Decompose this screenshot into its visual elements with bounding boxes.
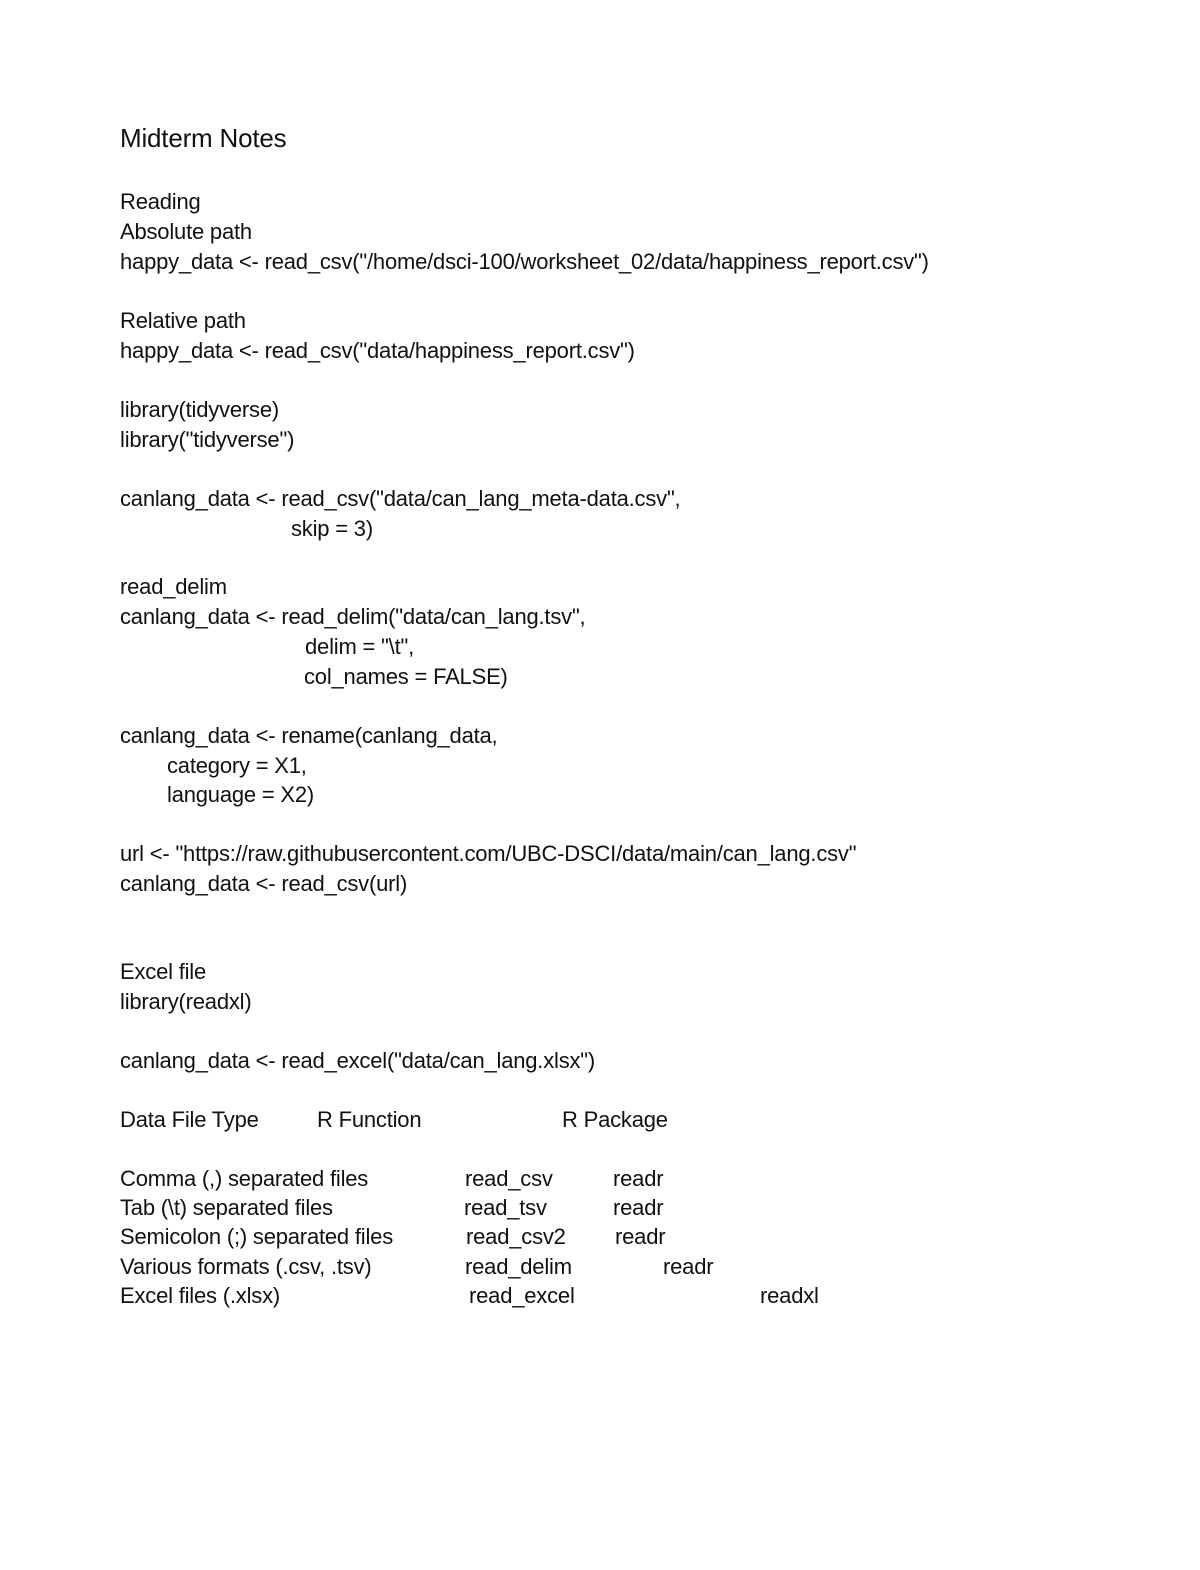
table-cell-function: read_csv2 bbox=[466, 1224, 566, 1249]
table-cell-function: read_delim bbox=[465, 1254, 572, 1279]
section-heading-read-delim: read_delim bbox=[120, 574, 227, 599]
delim-code-line-1: canlang_data <- read_delim("data/can_lang.tsv", bbox=[120, 604, 586, 629]
excel-library-line: library(readxl) bbox=[120, 989, 252, 1014]
rename-code-line-2: category = X1, bbox=[167, 753, 307, 778]
section-heading-reading: Reading bbox=[120, 189, 201, 214]
table-cell-file-type: Tab (\t) separated files bbox=[120, 1195, 333, 1220]
url-code-line-2: canlang_data <- read_csv(url) bbox=[120, 871, 408, 896]
table-cell-package: readxl bbox=[760, 1283, 819, 1308]
delim-code-line-2: delim = "\t", bbox=[305, 634, 415, 659]
table-cell-file-type: Comma (,) separated files bbox=[120, 1166, 369, 1191]
table-cell-package: readr bbox=[615, 1224, 666, 1249]
rename-code-line-3: language = X2) bbox=[167, 782, 315, 807]
table-cell-file-type: Various formats (.csv, .tsv) bbox=[120, 1254, 372, 1279]
table-header-file-type: Data File Type bbox=[120, 1107, 259, 1132]
excel-code-line: canlang_data <- read_excel("data/can_lang.xlsx") bbox=[120, 1048, 596, 1073]
table-cell-function: read_csv bbox=[465, 1166, 553, 1191]
library-line-2: library("tidyverse") bbox=[120, 427, 295, 452]
page-title: Midterm Notes bbox=[120, 123, 287, 153]
table-header-package: R Package bbox=[562, 1107, 668, 1132]
rename-code-line-1: canlang_data <- rename(canlang_data, bbox=[120, 723, 498, 748]
section-heading-excel: Excel file bbox=[120, 959, 207, 984]
absolute-path-code: happy_data <- read_csv("/home/dsci-100/worksheet_02/data/happiness_report.csv") bbox=[120, 249, 929, 274]
table-cell-package: readr bbox=[613, 1166, 664, 1191]
table-cell-package: readr bbox=[613, 1195, 664, 1220]
relative-path-code: happy_data <- read_csv("data/happiness_report.csv") bbox=[120, 338, 635, 363]
table-cell-function: read_excel bbox=[469, 1283, 575, 1308]
relative-path-label: Relative path bbox=[120, 308, 246, 333]
absolute-path-label: Absolute path bbox=[120, 219, 252, 244]
url-code-line-1: url <- "https://raw.githubusercontent.com/UBC-DSCI/data/main/can_lang.csv" bbox=[120, 841, 857, 866]
table-cell-function: read_tsv bbox=[464, 1195, 547, 1220]
table-cell-file-type: Excel files (.xlsx) bbox=[120, 1283, 280, 1308]
delim-code-line-3: col_names = FALSE) bbox=[304, 664, 508, 689]
skip-code-line-2: skip = 3) bbox=[291, 516, 373, 541]
table-cell-package: readr bbox=[663, 1254, 714, 1279]
table-cell-file-type: Semicolon (;) separated files bbox=[120, 1224, 393, 1249]
skip-code-line-1: canlang_data <- read_csv("data/can_lang_meta-data.csv", bbox=[120, 486, 681, 511]
library-line-1: library(tidyverse) bbox=[120, 397, 279, 422]
table-header-function: R Function bbox=[317, 1107, 422, 1132]
